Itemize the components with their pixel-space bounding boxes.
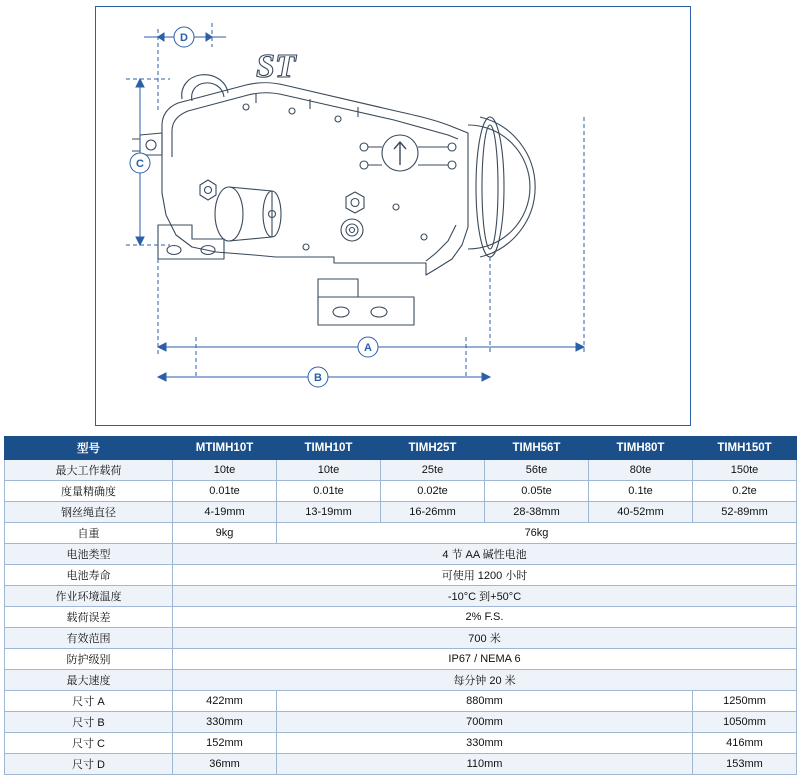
table-body bbox=[5, 460, 797, 775]
table-cell: 0.01te bbox=[173, 481, 277, 502]
row-label: 钢丝绳直径 bbox=[5, 502, 173, 523]
table-cell: 2% F.S. bbox=[173, 607, 797, 628]
logo-text: ST bbox=[256, 48, 296, 85]
table-row bbox=[5, 670, 797, 691]
table-row bbox=[5, 586, 797, 607]
table-cell: 330mm bbox=[173, 712, 277, 733]
table-header bbox=[5, 437, 797, 460]
column-header-variant: TIMH80T bbox=[589, 437, 693, 460]
table-row bbox=[5, 502, 797, 523]
table-row bbox=[5, 523, 797, 544]
table-cell: 52-89mm bbox=[693, 502, 797, 523]
row-label: 最大工作载荷 bbox=[5, 460, 173, 481]
table-cell: 416mm bbox=[693, 733, 797, 754]
table-row bbox=[5, 565, 797, 586]
spec-table-wrap bbox=[0, 436, 772, 775]
table-cell: 56te bbox=[485, 460, 589, 481]
table-header-row bbox=[5, 437, 797, 460]
table-cell: 153mm bbox=[693, 754, 797, 775]
product-drawing-panel bbox=[95, 6, 691, 426]
table-cell: 700mm bbox=[277, 712, 693, 733]
table-cell: 330mm bbox=[277, 733, 693, 754]
table-cell: 9kg bbox=[173, 523, 277, 544]
row-label: 防护级别 bbox=[5, 649, 173, 670]
up-arrow-icon bbox=[394, 142, 406, 165]
table-cell: 10te bbox=[173, 460, 277, 481]
row-label: 载荷误差 bbox=[5, 607, 173, 628]
table-cell: 40-52mm bbox=[589, 502, 693, 523]
table-cell: 可使用 1200 小时 bbox=[173, 565, 797, 586]
table-cell: 16-26mm bbox=[381, 502, 485, 523]
column-header-variant: TIMH56T bbox=[485, 437, 589, 460]
brand-logo bbox=[256, 48, 297, 85]
row-label: 尺寸 C bbox=[5, 733, 173, 754]
table-row bbox=[5, 733, 797, 754]
table-row bbox=[5, 460, 797, 481]
table-cell: 0.1te bbox=[589, 481, 693, 502]
table-cell: 25te bbox=[381, 460, 485, 481]
dimension-c-label: C bbox=[136, 158, 144, 170]
table-cell: 1050mm bbox=[693, 712, 797, 733]
column-header-variant: TIMH25T bbox=[381, 437, 485, 460]
table-cell: 0.01te bbox=[277, 481, 381, 502]
column-header-variant: TIMH10T bbox=[277, 437, 381, 460]
table-cell: 28-38mm bbox=[485, 502, 589, 523]
table-row bbox=[5, 607, 797, 628]
column-header-variant: TIMH150T bbox=[693, 437, 797, 460]
table-row bbox=[5, 754, 797, 775]
table-cell: 152mm bbox=[173, 733, 277, 754]
row-label: 有效范围 bbox=[5, 628, 173, 649]
dimension-d-label: D bbox=[180, 32, 188, 44]
machine-outline bbox=[132, 75, 535, 325]
table-row bbox=[5, 544, 797, 565]
table-cell: 0.05te bbox=[485, 481, 589, 502]
table-cell: 13-19mm bbox=[277, 502, 381, 523]
row-label: 电池寿命 bbox=[5, 565, 173, 586]
table-cell: -10°C 到+50°C bbox=[173, 586, 797, 607]
specification-table bbox=[4, 436, 797, 775]
table-cell: 4-19mm bbox=[173, 502, 277, 523]
table-row bbox=[5, 628, 797, 649]
table-cell: 76kg bbox=[277, 523, 797, 544]
row-label: 尺寸 A bbox=[5, 691, 173, 712]
row-label: 电池类型 bbox=[5, 544, 173, 565]
row-label: 尺寸 B bbox=[5, 712, 173, 733]
column-header-model: 型号 bbox=[5, 437, 173, 460]
table-cell: 1250mm bbox=[693, 691, 797, 712]
dimension-labels bbox=[130, 27, 378, 387]
table-cell: 36mm bbox=[173, 754, 277, 775]
table-row bbox=[5, 481, 797, 502]
table-cell: 110mm bbox=[277, 754, 693, 775]
dimension-b-label: B bbox=[314, 372, 322, 384]
table-cell: 150te bbox=[693, 460, 797, 481]
row-label: 作业环境温度 bbox=[5, 586, 173, 607]
table-cell: IP67 / NEMA 6 bbox=[173, 649, 797, 670]
table-cell: 每分钟 20 米 bbox=[173, 670, 797, 691]
row-label: 最大速度 bbox=[5, 670, 173, 691]
table-cell: 0.2te bbox=[693, 481, 797, 502]
table-row bbox=[5, 712, 797, 733]
column-header-variant: MTIMH10T bbox=[173, 437, 277, 460]
table-cell: 422mm bbox=[173, 691, 277, 712]
dimension-a-label: A bbox=[364, 342, 372, 354]
table-cell: 700 米 bbox=[173, 628, 797, 649]
table-row bbox=[5, 649, 797, 670]
table-row bbox=[5, 691, 797, 712]
row-label: 度量精确度 bbox=[5, 481, 173, 502]
table-cell: 80te bbox=[589, 460, 693, 481]
product-drawing bbox=[96, 7, 690, 425]
table-cell: 4 节 AA 碱性电池 bbox=[173, 544, 797, 565]
table-cell: 880mm bbox=[277, 691, 693, 712]
row-label: 自重 bbox=[5, 523, 173, 544]
table-cell: 10te bbox=[277, 460, 381, 481]
row-label: 尺寸 D bbox=[5, 754, 173, 775]
table-cell: 0.02te bbox=[381, 481, 485, 502]
